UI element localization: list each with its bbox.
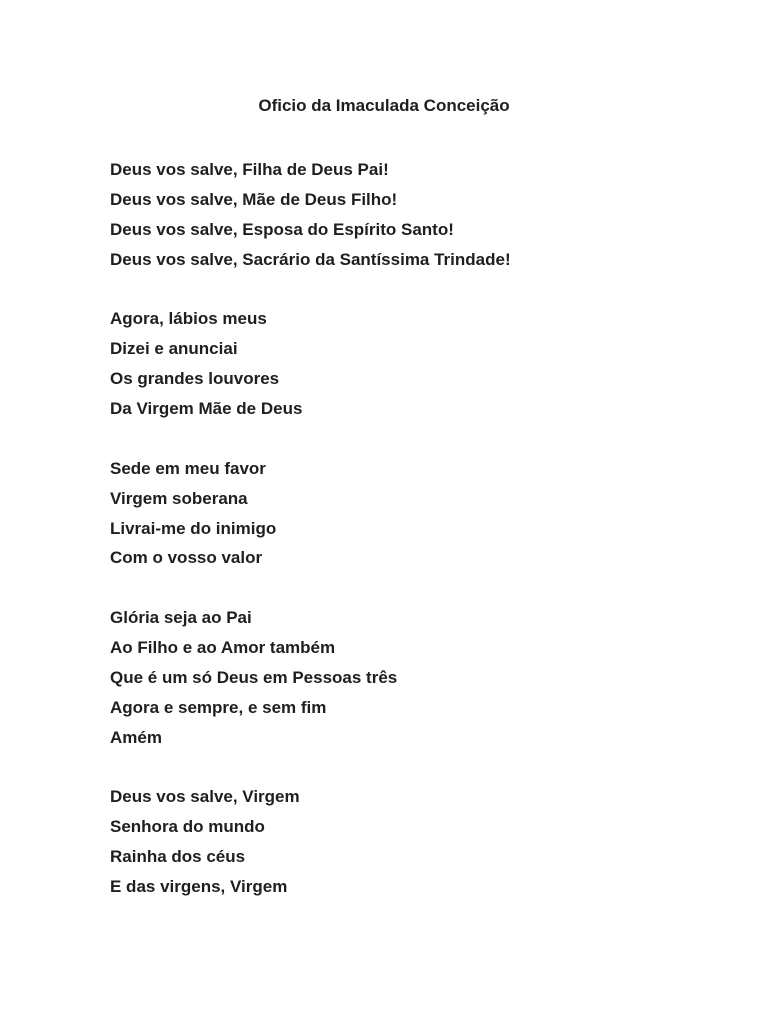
verse-line: Agora, lábios meus — [110, 309, 267, 329]
stanza-4 — [110, 603, 730, 752]
verse-line: Rainha dos céus — [110, 847, 246, 867]
verse-line: Deus vos salve, Mãe de Deus Filho! — [110, 189, 398, 209]
verse-line: Que é um só Deus em Pessoas três — [110, 667, 398, 687]
verse-line: Virgem soberana — [110, 488, 248, 508]
verse-line: Dizei e anunciai — [110, 339, 238, 359]
verse-line: Sede em meu favor — [110, 458, 266, 478]
verse-line: Senhora do mundo — [110, 817, 265, 837]
verse-line: Deus vos salve, Sacrário da Santíssima Trindade! — [110, 249, 511, 269]
verse-line: Livrai-me do inimigo — [110, 518, 277, 538]
verse-line: Os grandes louvores — [110, 369, 280, 389]
stanza-1 — [110, 155, 730, 275]
verse-line: Deus vos salve, Esposa do Espírito Santo! — [110, 219, 454, 239]
verse-line: Amém — [110, 727, 162, 747]
stanza-2 — [110, 304, 730, 424]
verse-line: Da Virgem Mãe de Deus — [110, 399, 303, 419]
verse-line: Ao Filho e ao Amor também — [110, 637, 336, 657]
verse-line: Agora e sempre, e sem fim — [110, 697, 327, 717]
document-title: Oficio da Imaculada Conceição — [258, 96, 510, 115]
verse-line: Com o vosso valor — [110, 548, 263, 568]
verse-line: Deus vos salve, Virgem — [110, 787, 300, 807]
stanza-3 — [110, 454, 730, 574]
verse-line: Glória seja ao Pai — [110, 608, 252, 628]
verse-line: E das virgens, Virgem — [110, 877, 288, 896]
stanza-5 — [110, 782, 730, 902]
document-body — [110, 155, 730, 932]
verse-line: Deus vos salve, Filha de Deus Pai! — [110, 160, 389, 179]
